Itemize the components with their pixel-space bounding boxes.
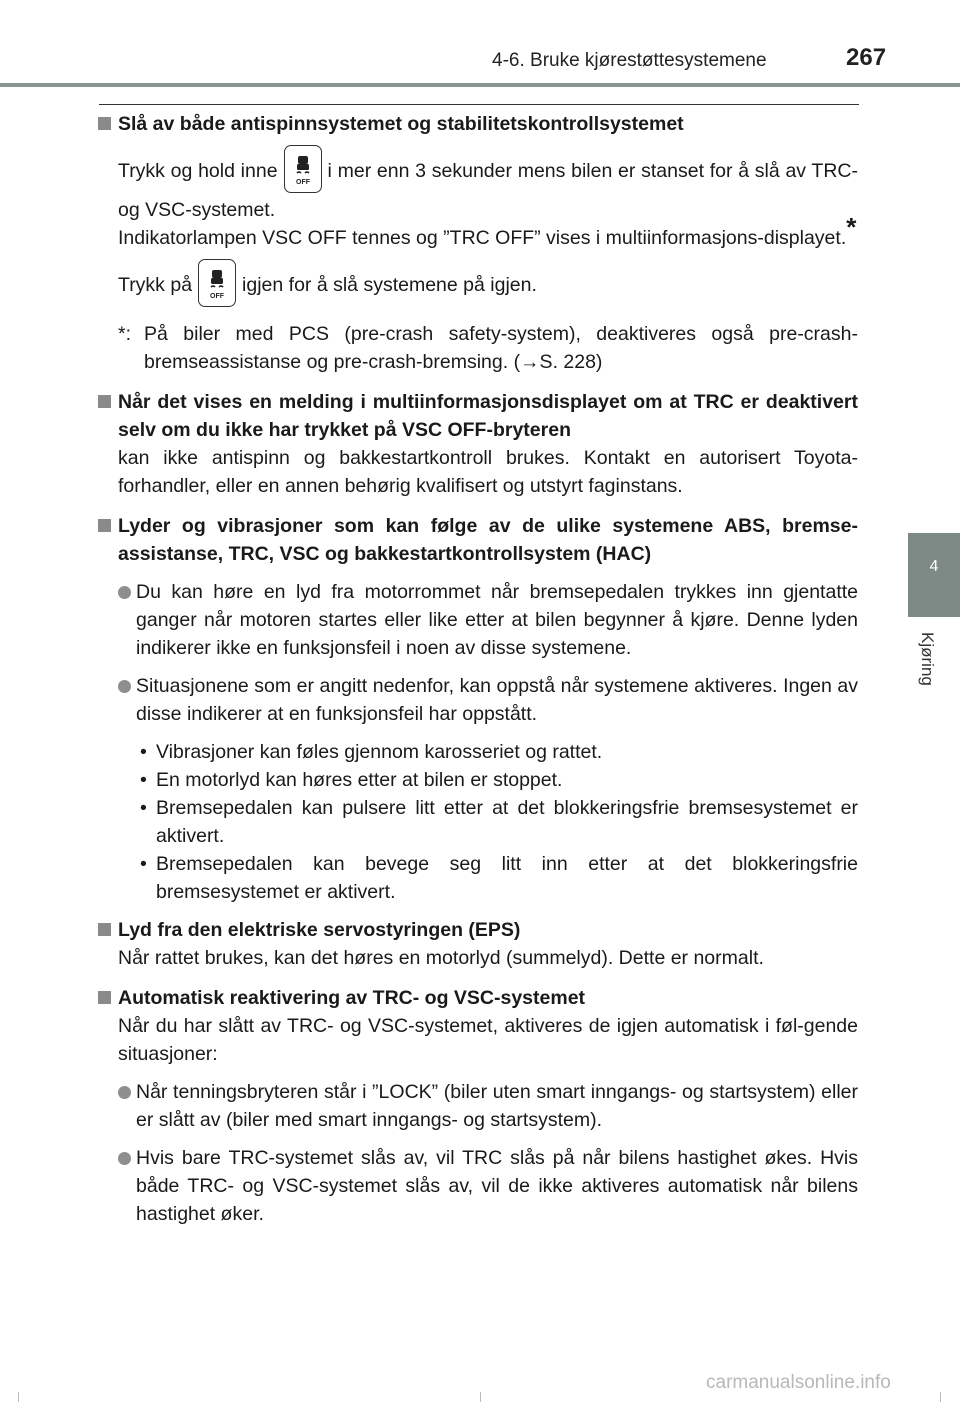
circle-bullet-icon (118, 586, 131, 599)
section-heading: Når det vises en melding i multiinformasjonsdisplayet om at TRC er deaktivert selv om du ikke har trykket på VSC OFF-bryteren (98, 388, 858, 444)
square-bullet-icon (98, 519, 111, 532)
circle-bullet-icon (118, 1086, 131, 1099)
paragraph: Når du har slått av TRC- og VSC-systemet, aktiveres de igjen automatisk i føl-gende situasjoner: (118, 1015, 858, 1065)
sub-list-item: • Bremsepedalen kan pulsere litt etter at det blokkeringsfrie bremsesystemet er aktivert. (140, 797, 858, 847)
section-heading: Automatisk reaktivering av TRC- og VSC-systemet (98, 984, 858, 1012)
list-item: Når tenningsbryteren står i ”LOCK” (biler uten smart inngangs- og startsystem) eller er slått av (biler med smart inngangs- og startsystem). (98, 1078, 858, 1134)
vsc-off-button-icon (198, 259, 236, 307)
header-section-title: 4-6. Bruke kjørestøttesystemene (492, 50, 767, 71)
page-number: 267 (846, 44, 887, 71)
footnote-mark: *: (118, 323, 132, 345)
side-tab-number: 4 (929, 558, 939, 575)
header-bar (0, 83, 960, 87)
section-heading: Lyd fra den elektriske servostyringen (EPS) (98, 916, 858, 944)
paragraph: Når rattet brukes, kan det høres en motorlyd (summelyd). Dette er normalt. (118, 947, 764, 969)
footnote: *: På biler med PCS (pre-crash safety-system), deaktiveres også pre-crash-bremseassistanse og pre-crash-bremsing. (→S. 228) (98, 320, 858, 376)
side-tab-label: Kjøring (918, 632, 937, 686)
paragraph: Indikatorlampen VSC OFF tennes og ”TRC OFF” vises i multiinformasjons-displayet.* (118, 212, 857, 249)
paragraph: kan ikke antispinn og bakkestartkontroll brukes. Kontakt en autorisert Toyota-forhandler, eller en annen behørig kvalifisert og utstyrt faginstans. (118, 447, 858, 497)
footnote-star: * (846, 212, 857, 242)
square-bullet-icon (98, 117, 111, 130)
section-heading: Slå av både antispinnsystemet og stabilitetskontrollsystemet (98, 110, 858, 138)
svg-text:OFF: OFF (295, 179, 310, 186)
sub-list-item: • Vibrasjoner kan føles gjennom karosseriet og rattet. (140, 741, 603, 763)
square-bullet-icon (98, 923, 111, 936)
paragraph: Trykk og hold inne OFF i mer enn 3 sekunder mens bilen er stanset for å slå av TRC- og VSC-systemet. (98, 148, 858, 224)
page-content (98, 110, 858, 1228)
crop-mark (940, 1392, 941, 1402)
watermark: carmanualsonline.info (706, 1372, 891, 1393)
circle-bullet-icon (118, 680, 131, 693)
crop-mark (18, 1392, 19, 1402)
svg-text:OFF: OFF (210, 293, 225, 300)
paragraph: Trykk på OFF igjen for å slå systemene på igjen. (98, 262, 858, 310)
crop-mark (480, 1392, 481, 1402)
circle-bullet-icon (118, 1152, 131, 1165)
vsc-off-button-icon (284, 145, 322, 193)
list-item: Hvis bare TRC-systemet slås av, vil TRC slås på når bilens hastighet økes. Hvis både TRC- og VSC-systemet slås av, vil de ikke aktiveres automatisk når bilens hastighet øker. (98, 1144, 858, 1228)
square-bullet-icon (98, 991, 111, 1004)
square-bullet-icon (98, 395, 111, 408)
list-item: Du kan høre en lyd fra motorrommet når bremsepedalen trykkes inn gjentatte ganger når motoren startes eller like etter at bilen begynner å kjøre. Denne lyden indikerer ikke en funksjonsfeil i noen av disse systemene. (98, 578, 858, 662)
sub-list-item: • Bremsepedalen kan bevege seg litt inn etter at det blokkeringsfrie bremsesystemet er aktivert. (140, 853, 858, 903)
section-heading: Lyder og vibrasjoner som kan følge av de ulike systemene ABS, bremse-assistanse, TRC, VSC og bakkestartkontrollsystem (HAC) (98, 512, 858, 568)
list-item: Situasjonene som er angitt nedenfor, kan oppstå når systemene aktiveres. Ingen av disse indikerer at en funksjonsfeil har oppstått. (98, 672, 858, 728)
section-rule (99, 104, 859, 105)
sub-list-item: • En motorlyd kan høres etter at bilen er stoppet. (140, 769, 563, 791)
